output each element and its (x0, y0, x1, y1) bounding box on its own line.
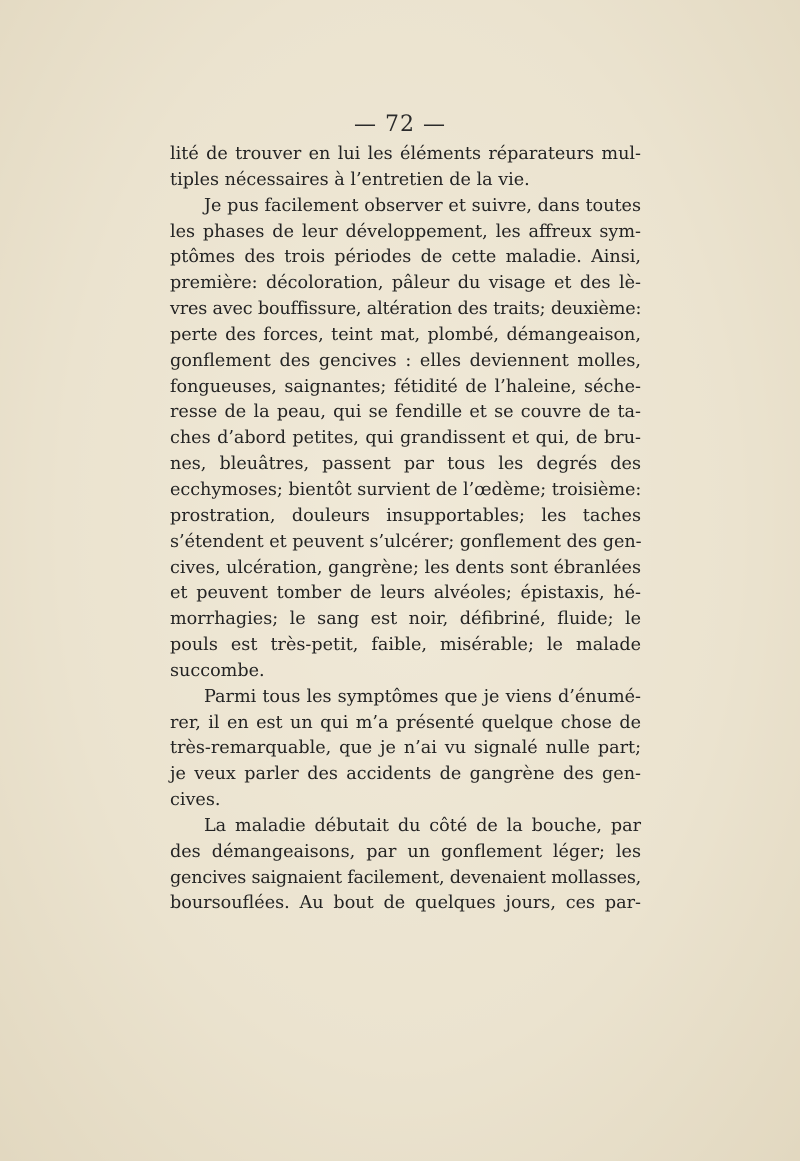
text-line: première: décoloration, pâleur du visage et des lè- (170, 273, 641, 294)
text-line: vres avec bouffissure, altération des traits; deuxième: (170, 299, 642, 320)
text-line: rer, il en est un qui m’a présenté quelque chose de (170, 712, 641, 733)
text-line: pouls est très-petit, faible, misérable; le malade (170, 635, 641, 656)
text-line: s’étendent et peuvent s’ulcérer; gonflement des gen- (170, 531, 642, 552)
text-line: La maladie débutait du côté de la bouche, par (204, 815, 641, 836)
page-number: — 72 — (354, 112, 446, 137)
body-text (170, 142, 641, 917)
text-line: des démangeaisons, par un gonflement léger; les (170, 841, 641, 862)
text-line: ches d’abord petites, qui grandissent et qui, de bru- (170, 428, 641, 449)
text-line: Je pus facilement observer et suivre, dans toutes (204, 195, 641, 216)
text-line: gonflement des gencives : elles deviennent molles, (170, 350, 641, 371)
text-line: nes, bleuâtres, passent par tous les degrés des (170, 454, 641, 475)
text-line: très-remarquable, que je n’ai vu signalé nulle part; (170, 738, 641, 759)
text-line: prostration, douleurs insupportables; les taches (170, 505, 641, 526)
text-line: perte des forces, teint mat, plombé, démangeaison, (170, 324, 641, 345)
text-line: cives, ulcération, gangrène; les dents sont ébranlées (170, 557, 641, 578)
text-line: et peuvent tomber de leurs alvéoles; épistaxis, hé- (170, 583, 641, 604)
text-line: gencives saignaient facilement, devenaient mollasses, (170, 867, 641, 888)
text-line: lité de trouver en lui les éléments réparateurs mul- (170, 144, 641, 164)
text-line: Parmi tous les symptômes que je viens d’énumé- (204, 686, 641, 707)
text-line: boursouflées. Au bout de quelques jours, ces par- (170, 893, 641, 914)
text-line: je veux parler des accidents de gangrène des gen- (170, 764, 641, 785)
text-line: resse de la peau, qui se fendille et se couvre de ta- (170, 402, 641, 423)
text-line: fongueuses, saignantes; fétidité de l’haleine, séche- (170, 376, 641, 397)
text-line: les phases de leur développement, les affreux sym- (170, 221, 641, 242)
text-line: morrhagies; le sang est noir, défibriné, fluide; le (170, 609, 641, 630)
text-line: ecchymoses; bientôt survient de l’œdème; troisième: (170, 479, 642, 500)
text-line: cives. (170, 790, 221, 811)
text-line: ptômes des trois périodes de cette maladie. Ainsi, (170, 247, 641, 268)
text-line: tiples nécessaires à l’entretien de la vie. (170, 169, 530, 190)
text-line: succombe. (170, 660, 265, 681)
